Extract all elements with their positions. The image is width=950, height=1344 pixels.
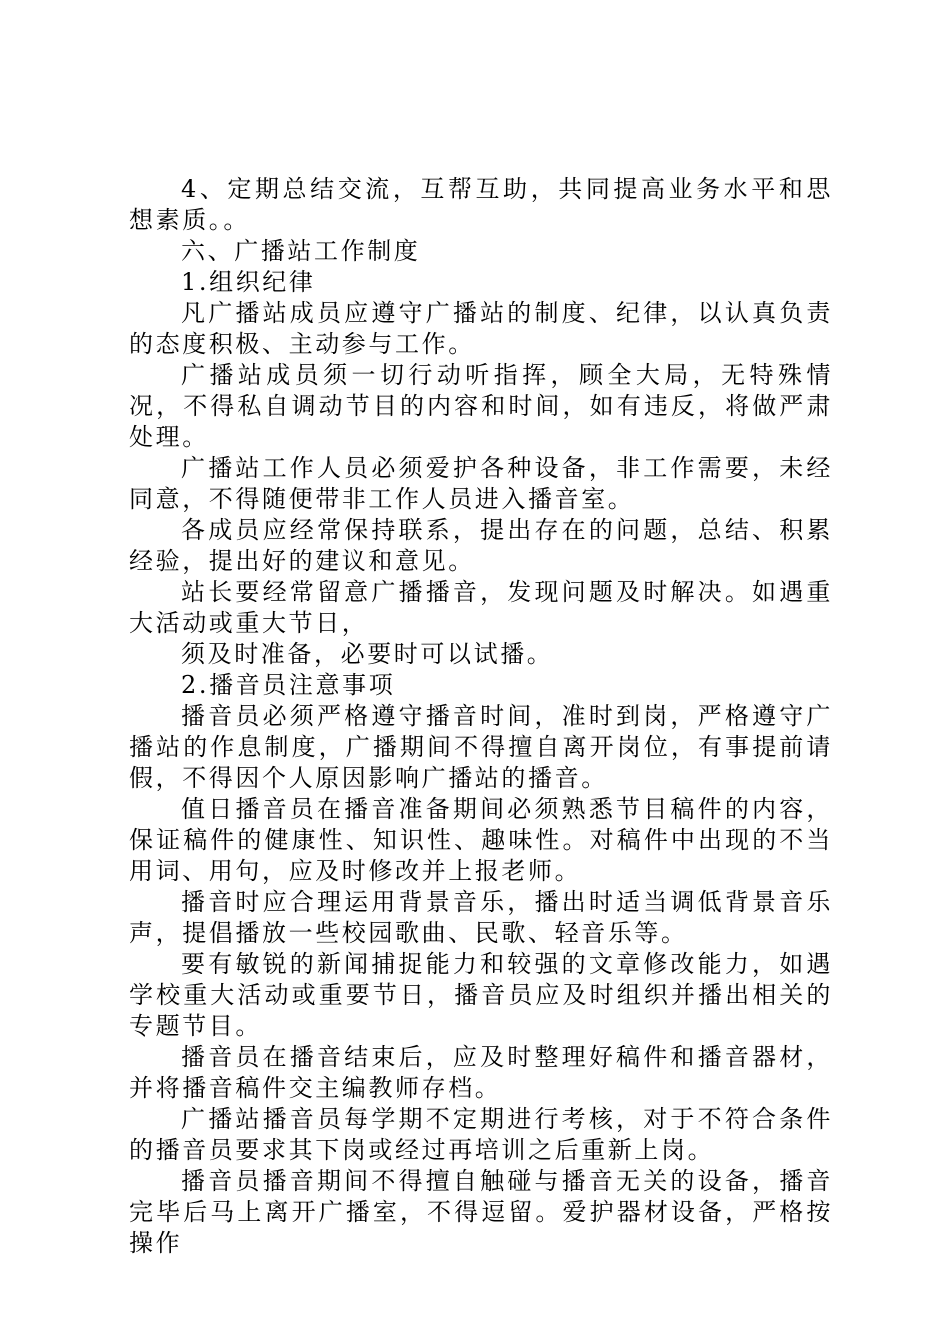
paragraph: 播音员必须严格遵守播音时间，准时到岗，严格遵守广播站的作息制度，广播期间不得擅自离开岗位，有事提前请假，不得因个人原因影响广播站的播音。 [129,702,833,792]
paragraph: 凡广播站成员应遵守广播站的制度、纪律，以认真负责的态度积极、主动参与工作。 [129,299,833,358]
paragraph-item-4: 4、定期总结交流，互帮互助，共同提高业务水平和思想素质。。 [129,175,833,234]
paragraph: 广播站播音员每学期不定期进行考核，对于不符合条件的播音员要求其下岗或经过再培训之后重新上岗。 [129,1105,833,1164]
paragraph: 播音时应合理运用背景音乐，播出时适当调低背景音乐声，提倡播放一些校园歌曲、民歌、轻音乐等。 [129,888,833,947]
paragraph: 广播站成员须一切行动听指挥，顾全大局，无特殊情况，不得私自调动节目的内容和时间，如有违反，将做严肃处理。 [129,361,833,451]
paragraph: 播音员在播音结束后，应及时整理好稿件和播音器材，并将播音稿件交主编教师存档。 [129,1043,833,1102]
subheading-organization-discipline: 1.组织纪律 [181,268,316,296]
paragraph: 广播站工作人员必须爱护各种设备，非工作需要，未经同意，不得随便带非工作人员进入播音室。 [129,454,833,513]
paragraph: 值日播音员在播音准备期间必须熟悉节目稿件的内容，保证稿件的健康性、知识性、趣味性。对稿件中出现的不当用词、用句，应及时修改并上报老师。 [129,795,833,885]
document-body [129,174,833,1259]
paragraph: 各成员应经常保持联系，提出存在的问题，总结、积累经验，提出好的建议和意见。 [129,516,833,575]
paragraph: 播音员播音期间不得擅自触碰与播音无关的设备，播音完毕后马上离开广播室，不得逗留。爱护器材设备，严格按操作 [129,1167,833,1257]
paragraph: 要有敏锐的新闻捕捉能力和较强的文章修改能力，如遇学校重大活动或重要节日，播音员应及时组织并播出相关的专题节目。 [129,950,833,1040]
section-heading-broadcast-rules: 六、广播站工作制度 [181,237,421,265]
paragraph: 须及时准备，必要时可以试播。 [181,640,554,668]
subheading-announcer-notes: 2.播音员注意事项 [181,671,396,699]
paragraph: 站长要经常留意广播播音，发现问题及时解决。如遇重大活动或重大节日， [129,578,833,637]
